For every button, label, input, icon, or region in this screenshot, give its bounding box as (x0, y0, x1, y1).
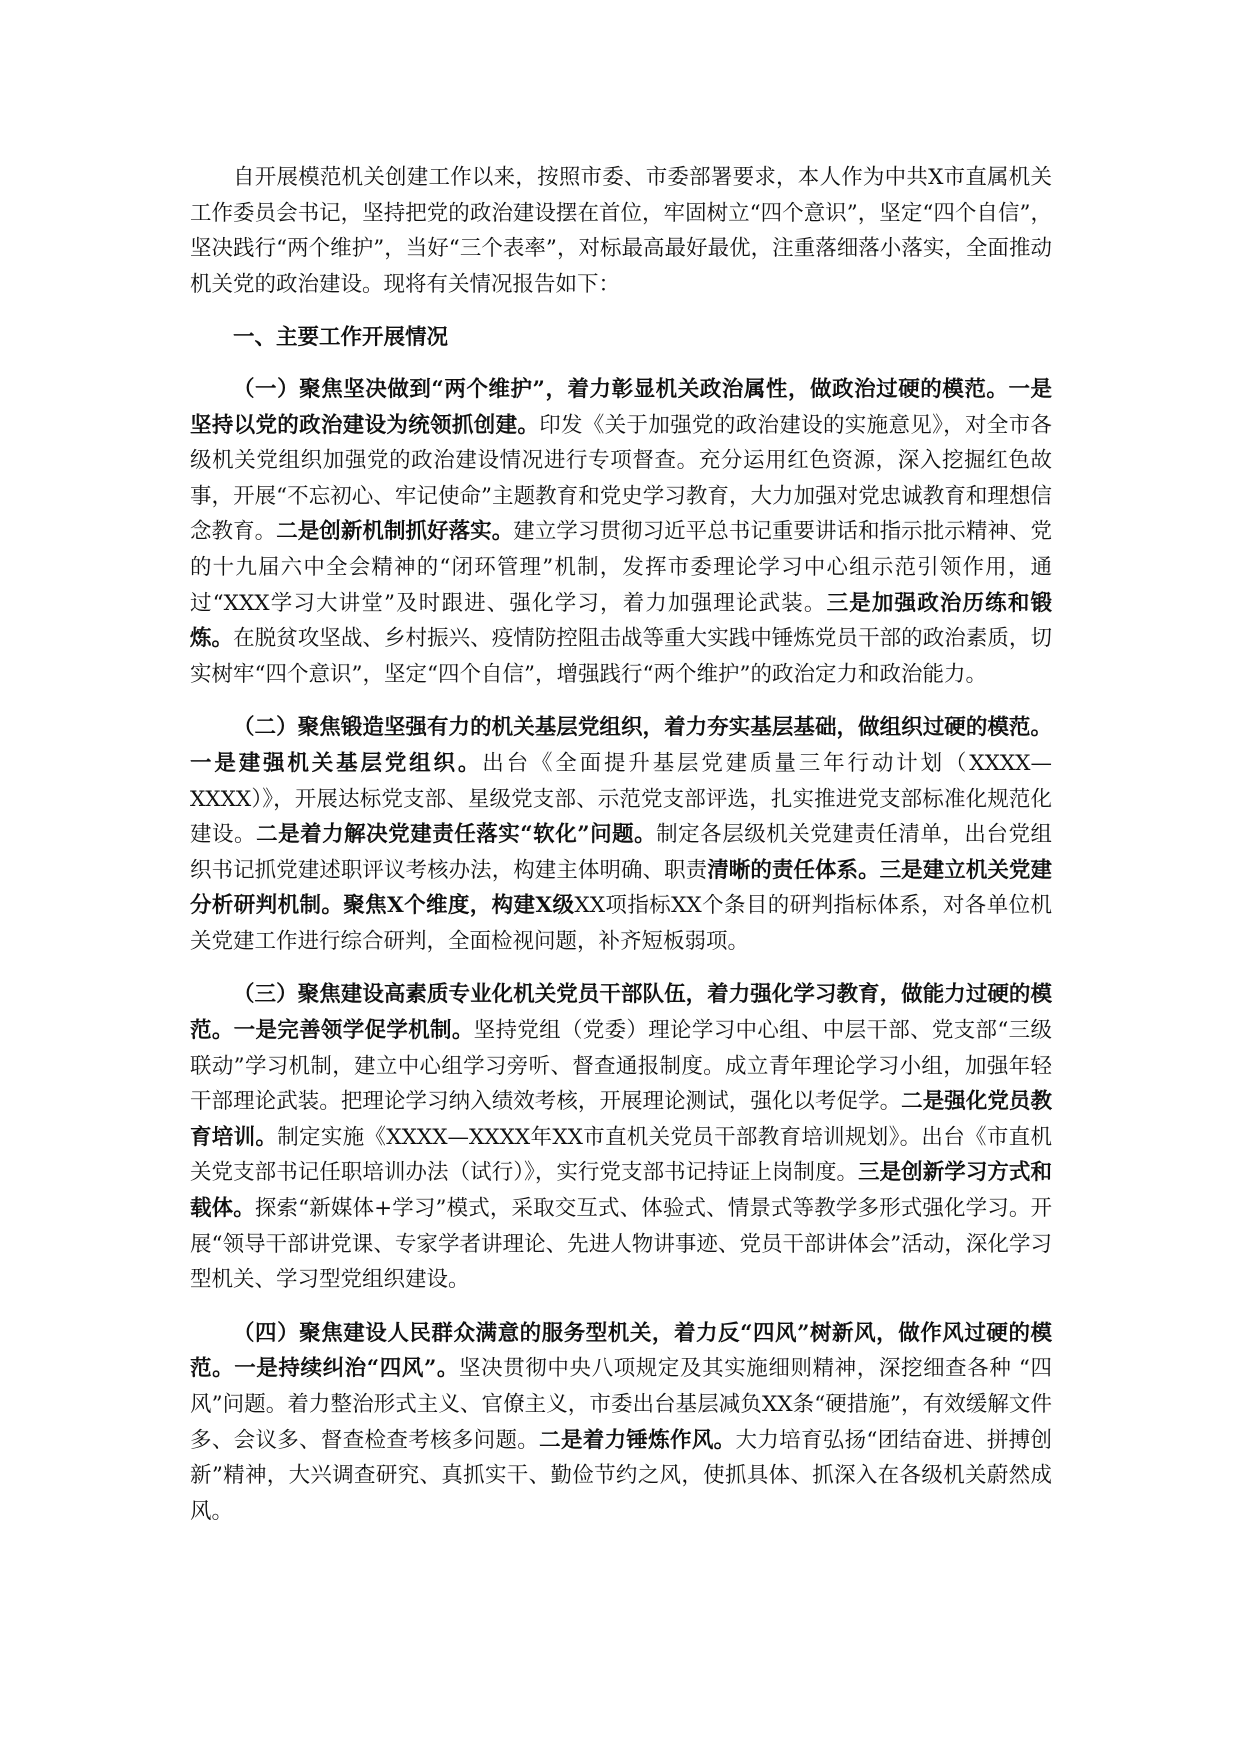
paragraph-lead: （三）聚焦建设高素质专业化机关党员干部队伍，着力强化学习教育，做能力过硬的模范。一是完善领学促学机制。 (190, 982, 1052, 1044)
paragraph-text: 在脱贫攻坚战、乡村振兴、疫情防控阻击战等重大实践中锤炼党员干部的政治素质，切实树牢“四个意识”，坚定“四个自信”，增强践行“两个维护”的政治定力和政治能力。 (190, 626, 1052, 687)
paragraph-text: 大力培育弘扬“团结奋进、拼搏创新”精神，大兴调查研究、真抓实干、勤俭节约之风，使抓具体、抓深入在各级机关蔚然成风。 (190, 1427, 1052, 1524)
paragraph-bold: 三是创新学习方式和载体。 (190, 1160, 1052, 1222)
paragraph-text: 坚决贯彻中央八项规定及其实施细则精神，深挖细查各种 “四风”问题。着力整治形式主义、官僚主义，市委出台基层减负XX条“硬措施”，有效缓解文件多、会议多、督查检查考核多问题。 (190, 1356, 1052, 1453)
paragraph-text: 制定实施《XXXX—XXXX年XX市直机关党员干部教育培训规划》。出台《市直机关党支部书记任职培训办法（试行）》，实行党支部书记持证上岗制度。 (190, 1124, 1052, 1186)
intro-paragraph (190, 160, 1052, 302)
paragraph-bold: 二是着力锤炼作风。 (539, 1427, 736, 1453)
paragraph-bold: 二是着力解决党建责任落实“软化”问题。 (256, 822, 657, 848)
paragraph-organization (190, 710, 1052, 959)
section-heading: 一、主要工作开展情况 (233, 325, 449, 351)
paragraph-text: XX项指标XX个条目的研判指标体系，对各单位机关党建工作进行综合研判，全面检视问题，补齐短板弱项。 (190, 893, 1052, 954)
paragraph-text: 制定各层级机关党建责任清单，出台党组织书记抓党建述职评议考核办法，构建主体明确、职责 (190, 822, 1052, 883)
paragraph-text: 建立学习贯彻习近平总书记重要讲话和指示批示精神、党的十九届六中全会精神的“闭环管理”机制，发挥市委理论学习中心组示范引领作用，通过“XXX学习大讲堂”及时跟进、强化学习，着力加强理论武装。 (190, 519, 1052, 616)
paragraph-bold: 清晰的责任体系。三是建立机关党建分析研判机制。聚焦X个维度，构建X级 (190, 857, 1052, 919)
paragraph-text: 坚持党组（党委）理论学习中心组、中层干部、党支部“三级联动”学习机制，建立中心组学习旁听、督查通报制度。成立青年理论学习小组，加强年轻干部理论武装。把理论学习纳入绩效考核，开展理论测试，强化以考促学。 (190, 1018, 1052, 1115)
paragraph-lead: （二）聚焦锻造坚强有力的机关基层党组织，着力夯实基层基础，做组织过硬的模范。一是建强机关基层党组织。 (190, 715, 1052, 776)
paragraph-text: 探索“新媒体+学习”模式，采取交互式、体验式、情景式等教学多形式强化学习。开展“领导干部讲党课、专家学者讲理论、先进人物讲事迹、党员干部讲体会”活动，深化学习型机关、学习型党组织建设。 (190, 1196, 1052, 1293)
intro-text: 自开展模范机关创建工作以来，按照市委、市委部署要求，本人作为中共X市直属机关工作委员会书记，坚持把党的政治建设摆在首位，牢固树立“四个意识”，坚定“四个自信”，坚决践行“两个维护”，当好“三个表率”，对标最高最好最优，注重落细落小落实，全面推动机关党的政治建设。现将有关情况报告如下： (190, 165, 1052, 297)
paragraph-political (190, 372, 1052, 692)
paragraph-lead: （一）聚焦坚决做到“两个维护”，着力彰显机关政治属性，做政治过硬的模范。一是坚持以党的政治建设为统领抓创建。 (190, 376, 1052, 438)
paragraph-text: 印发《关于加强党的政治建设的实施意见》，对全市各级机关党组织加强党的政治建设情况进行专项督查。充分运用红色资源，深入挖掘红色故事，开展“不忘初心、牢记使命”主题教育和党史学习教育，大力加强对党忠诚教育和理想信念教育。 (190, 412, 1052, 545)
paragraph-ability (190, 977, 1052, 1297)
paragraph-bold: 二是强化党员教育培训。 (190, 1089, 1052, 1150)
paragraph-style (190, 1316, 1052, 1530)
paragraph-lead: （四）聚焦建设人民群众满意的服务型机关，着力反“四风”树新风，做作风过硬的模范。一是持续纠治“四风”。 (190, 1320, 1052, 1382)
paragraph-bold: 二是创新机制抓好落实。 (276, 519, 514, 545)
document-page (190, 160, 1052, 1547)
paragraph-bold: 三是加强政治历练和锻炼。 (190, 590, 1052, 652)
paragraph-text: 出台《全面提升基层党建质量三年行动计划（XXXX—XXXX）》，开展达标党支部、星级党支部、示范党支部评选，扎实推进党支部标准化规范化建设。 (190, 750, 1052, 848)
